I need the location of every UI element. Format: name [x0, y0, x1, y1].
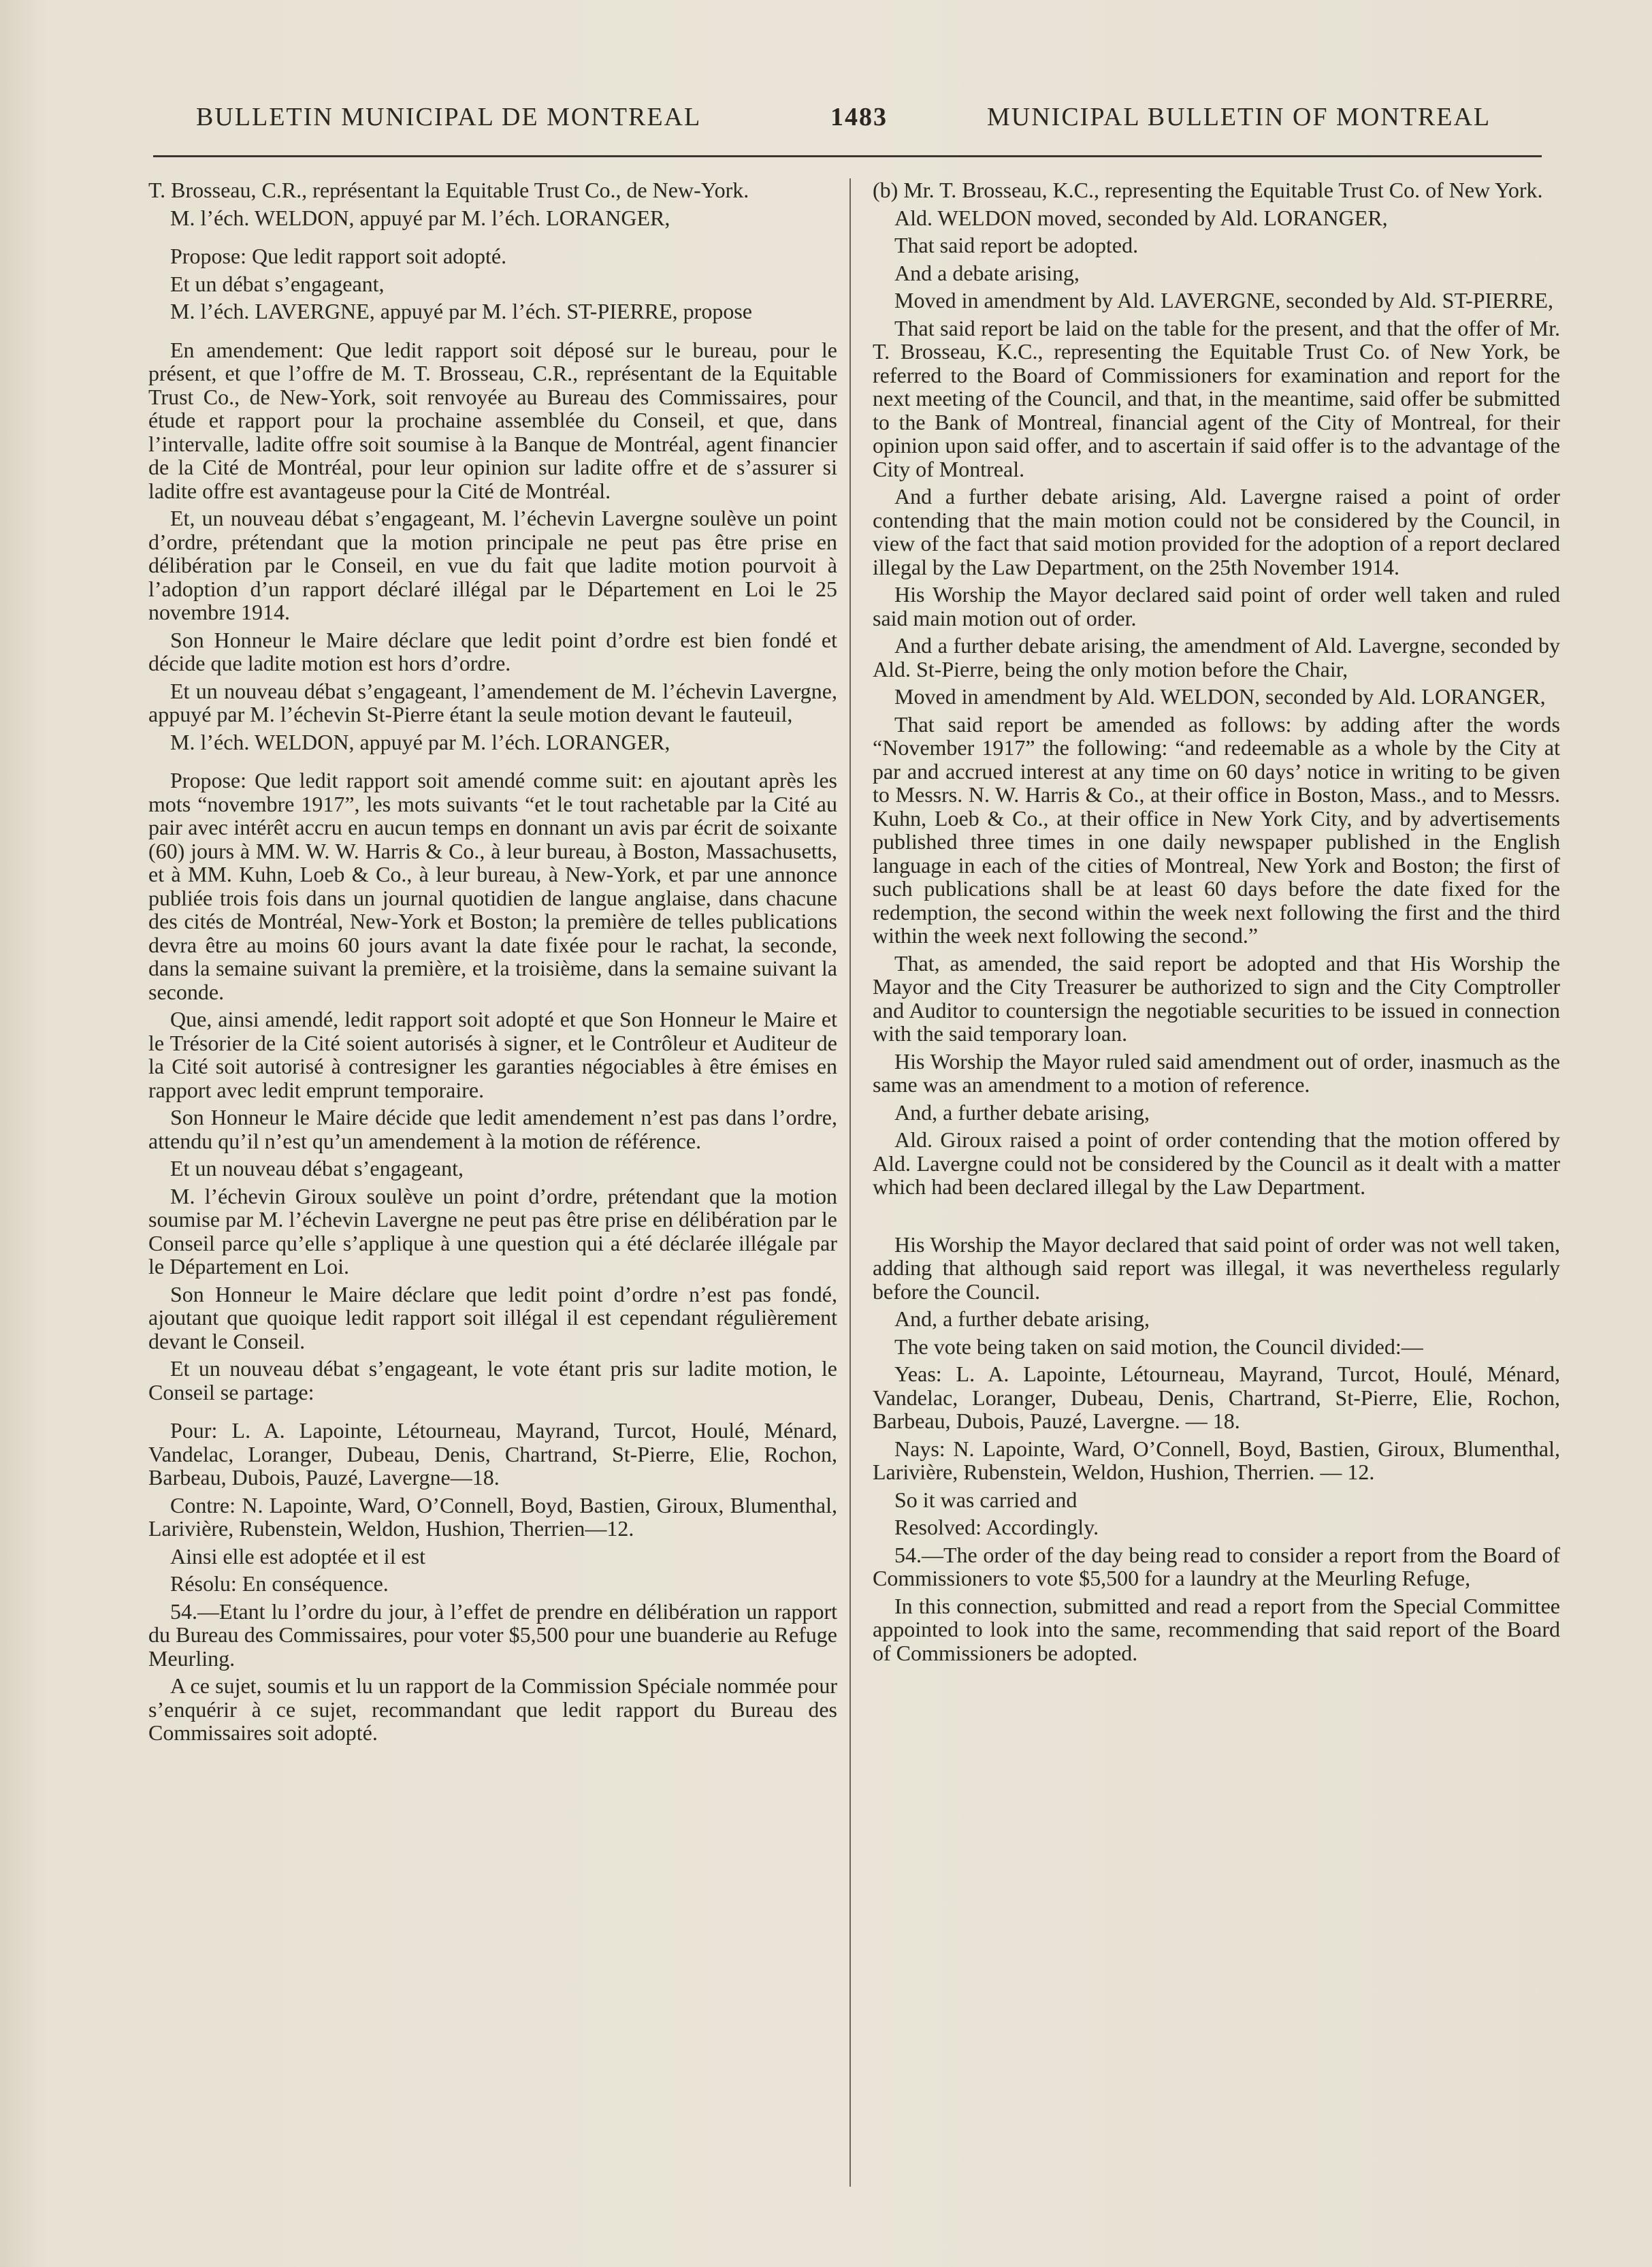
paragraph: Que, ainsi amendé, ledit rapport soit adopté et que Son Honneur le Maire et le Trésorier de la Cité soient autorisés à signer, et le Contrôleur et Auditeur de la Cité soit autorisé à contresigner les garanties négociables à être émises en rapport avec ledit emprunt temporaire. [148, 1007, 837, 1102]
paragraph: 54.—The order of the day being read to consider a report from the Board of Commissioners to vote $5,500 for a laundry at the Meurling Refuge, [873, 1542, 1560, 1590]
paragraph: And, a further debate arising, [894, 1306, 1150, 1331]
paragraph: M. l’échevin Giroux soulève un point d’ordre, prétendant que la motion soumise par M. l’échevin Lavergne ne peut pas être prise en délibération par le Conseil parce qu’elle s’applique à une question qui a été déclarée illégale par le Département en Loi. [148, 1183, 837, 1279]
header-french-title: BULLETIN MUNICIPAL DE MONTREAL [196, 103, 702, 131]
paragraph: His Worship the Mayor declared that said point of order was not well taken, adding that although said report was illegal, it was nevertheless regularly before the Council. [873, 1232, 1560, 1304]
paragraph: That, as amended, the said report be adopted and that His Worship the Mayor and the City Treasurer be authorized to sign and the City Comptroller and Auditor to countersign the negotiable securities to be issued in connection with the said temporary loan. [873, 950, 1560, 1046]
paragraph: Ald. Giroux raised a point of order contending that the motion offered by Ald. Lavergne could not be considered by the Council as it dealt with a matter which had been declared illegal by the Law Department. [873, 1127, 1560, 1199]
paragraph: That said report be amended as follows: by adding after the words “November 1917” the following: “and redeemable as a whole by the City at par and accrued interest at any time on 60 days’ notice in writing to be given to Messrs. N. W. Harris & Co., at their office in Boston, Mass., and to Messrs. Kuhn, Loeb & Co., at their office in New York City, and by advertisements published three times in one daily newspaper published in the English language in each of the cities of Montreal, New York and Boston; the first of such publications shall be at least 60 days before the date fixed for the redemption, the second within the week next following the first and the third within the week next following the second.” [873, 711, 1560, 948]
paragraph: The vote being taken on said motion, the Council divided:— [894, 1334, 1423, 1359]
paragraph: Son Honneur le Maire déclare que ledit point d’ordre est bien fondé et décide que ladite motion est hors d’ordre. [148, 627, 837, 675]
paragraph: Nays: N. Lapointe, Ward, O’Connell, Boyd, Bastien, Giroux, Blumenthal, Larivière, Rubenstein, Weldon, Hushion, Therrien. — 12. [873, 1436, 1560, 1484]
header-rule [153, 155, 1542, 157]
paragraph: And a further debate arising, the amendment of Ald. Lavergne, seconded by Ald. St-Pierre, being the only motion before the Chair, [873, 633, 1560, 681]
french-column [148, 178, 837, 1749]
paragraph: Ald. WELDON moved, seconded by Ald. LORANGER, [894, 205, 1388, 230]
paragraph: And, a further debate arising, [894, 1099, 1150, 1125]
paragraph: Et un nouveau débat s’engageant, le vote étant pris sur ladite motion, le Conseil se partage: [148, 1356, 837, 1404]
paragraph: Et un nouveau débat s’engageant, l’amendement de M. l’échevin Lavergne, appuyé par M. l’échevin St-Pierre étant la seule motion devant le fauteuil, [148, 678, 837, 726]
english-column [873, 178, 1560, 1669]
paragraph: Ainsi elle est adoptée et il est [170, 1543, 425, 1569]
page-number: 1483 [830, 103, 888, 131]
paragraph: En amendement: Que ledit rapport soit déposé sur le bureau, pour le présent, et que l’offre de M. T. Brosseau, C.R., représentant de la Equitable Trust Co., de New-York, soit renvoyée au Bureau des Commissaires, pour étude et rapport pour la prochaine assemblée du Conseil, et que, dans l’intervalle, ladite offre soit soumise à la Banque de Montréal, agent financier de la Cité de Montréal, pour leur opinion sur ladite offre et de s’assurer si ladite offre est avantageuse pour la Cité de Montréal. [148, 337, 837, 503]
paragraph: Et un nouveau débat s’engageant, [170, 1156, 464, 1180]
paragraph: So it was carried and [894, 1487, 1078, 1512]
paragraph: Son Honneur le Maire déclare que ledit point d’ordre n’est pas fondé, ajoutant que quoique ledit rapport soit illégal il est cependant régulièrement devant le Conseil. [148, 1281, 837, 1353]
paragraph: Et, un nouveau débat s’engageant, M. l’échevin Lavergne soulève un point d’ordre, prétendant que la motion principale ne peut pas être prise en délibération par le Conseil, en vue du fait que ladite motion pourvoit à l’adoption d’un rapport déclaré illégal par le Département en Loi le 25 novembre 1914. [148, 506, 837, 624]
paragraph: And a further debate arising, Ald. Lavergne raised a point of order contending that the main motion could not be considered by the Council, in view of the fact that said motion provided for the adoption of a report declared illegal by the Law Department, on the 25th November 1914. [873, 484, 1560, 579]
paragraph: Moved in amendment by Ald. WELDON, seconded by Ald. LORANGER, [894, 684, 1546, 709]
paragraph: Résolu: En conséquence. [170, 1571, 389, 1596]
column-divider [849, 178, 851, 2187]
paragraph: Yeas: L. A. Lapointe, Létourneau, Mayrand, Turcot, Houlé, Ménard, Vandelac, Loranger, Dubeau, Denis, Chartrand, St-Pierre, Elie, Rochon, Barbeau, Dubois, Pauzé, Lavergne. — 18. [873, 1362, 1560, 1433]
paragraph: Son Honneur le Maire décide que ledit amendement n’est pas dans l’ordre, attendu qu’il n’est qu’un amendement à la motion de référence. [148, 1105, 837, 1153]
paragraph: M. l’éch. WELDON, appuyé par M. l’éch. LORANGER, [170, 729, 670, 754]
paragraph: His Worship the Mayor declared said point of order well taken and ruled said main motion out of order. [873, 582, 1560, 630]
paragraph: T. Brosseau, C.R., représentant la Equitable Trust Co., de New-York. [148, 178, 749, 202]
paragraph: M. l’éch. WELDON, appuyé par M. l’éch. LORANGER, [170, 205, 670, 230]
paragraph: M. l’éch. LAVERGNE, appuyé par M. l’éch. ST-PIERRE, propose [170, 299, 752, 323]
paragraph: In this connection, submitted and read a report from the Special Committee appointed to look into the same, recommending that said report of the Board of Commissioners be adopted. [873, 1593, 1560, 1665]
paragraph: A ce sujet, soumis et lu un rapport de la Commission Spéciale nommée pour s’enquérir à ce sujet, recommandant que ledit rapport du Bureau des Commissaires soit adopté. [148, 1673, 837, 1745]
paragraph: His Worship the Mayor ruled said amendment out of order, inasmuch as the same was an amendment to a motion of reference. [873, 1048, 1560, 1097]
paragraph: Moved in amendment by Ald. LAVERGNE, seconded by Ald. ST-PIERRE, [894, 288, 1553, 312]
paragraph: Contre: N. Lapointe, Ward, O’Connell, Boyd, Bastien, Giroux, Blumenthal, Larivière, Rubenstein, Weldon, Hushion, Therrien—12. [148, 1492, 837, 1541]
paragraph: Et un débat s’engageant, [170, 271, 385, 296]
paragraph: Resolved: Accordingly. [894, 1515, 1099, 1539]
page-header [136, 102, 1552, 143]
paragraph: Propose: Que ledit rapport soit amendé comme suit: en ajoutant après les mots “novembre 1917”, les mots suivants “et le tout rachetable par la Cité au pair avec intérêt accru en aucun temps en donnant un avis par écrit de soixante (60) jours à MM. W. W. Harris & Co., à leur bureau, à Boston, Massachusetts, et à MM. Kuhn, Loeb & Co., à leur bureau, à New-York, et par une annonce publiée trois fois dans un journal quotidien de langue anglaise, dans chacune des cités de Montréal, New-York et Boston; la première de telles publications devra être au moins 60 jours avant la date fixée pour le rachat, la seconde, dans la semaine suivant la première, et la troisième, dans la semaine suivant la seconde. [148, 768, 837, 1004]
header-english-title: MUNICIPAL BULLETIN OF MONTREAL [987, 103, 1491, 131]
paragraph: And a debate arising, [894, 260, 1080, 285]
paragraph: (b) Mr. T. Brosseau, K.C., representing the Equitable Trust Co. of New York. [873, 178, 1543, 202]
paragraph: Propose: Que ledit rapport soit adopté. [170, 244, 507, 268]
paragraph: That said report be adopted. [894, 233, 1139, 257]
paragraph: Pour: L. A. Lapointe, Létourneau, Mayrand, Turcot, Houlé, Ménard, Vandelac, Loranger, Dubeau, Denis, Chartrand, St-Pierre, Elie, Rochon, Barbeau, Dubois, Pauzé, Lavergne—18. [148, 1418, 837, 1490]
paragraph: That said report be laid on the table for the present, and that the offer of Mr. T. Brosseau, K.C., representing the Equitable Trust Co. of New York, be referred to the Board of Commissioners for examination and report for the next meeting of the Council, and that, in the meantime, said offer be submitted to the Bank of Montreal, financial agent of the City of Montreal, for their opinion upon said offer, and to ascertain if said offer is to the advantage of the City of Montreal. [873, 315, 1560, 481]
paragraph: 54.—Etant lu l’ordre du jour, à l’effet de prendre en délibération un rapport du Bureau des Commissaires, pour voter $5,500 pour une buanderie au Refuge Meurling. [148, 1598, 837, 1671]
